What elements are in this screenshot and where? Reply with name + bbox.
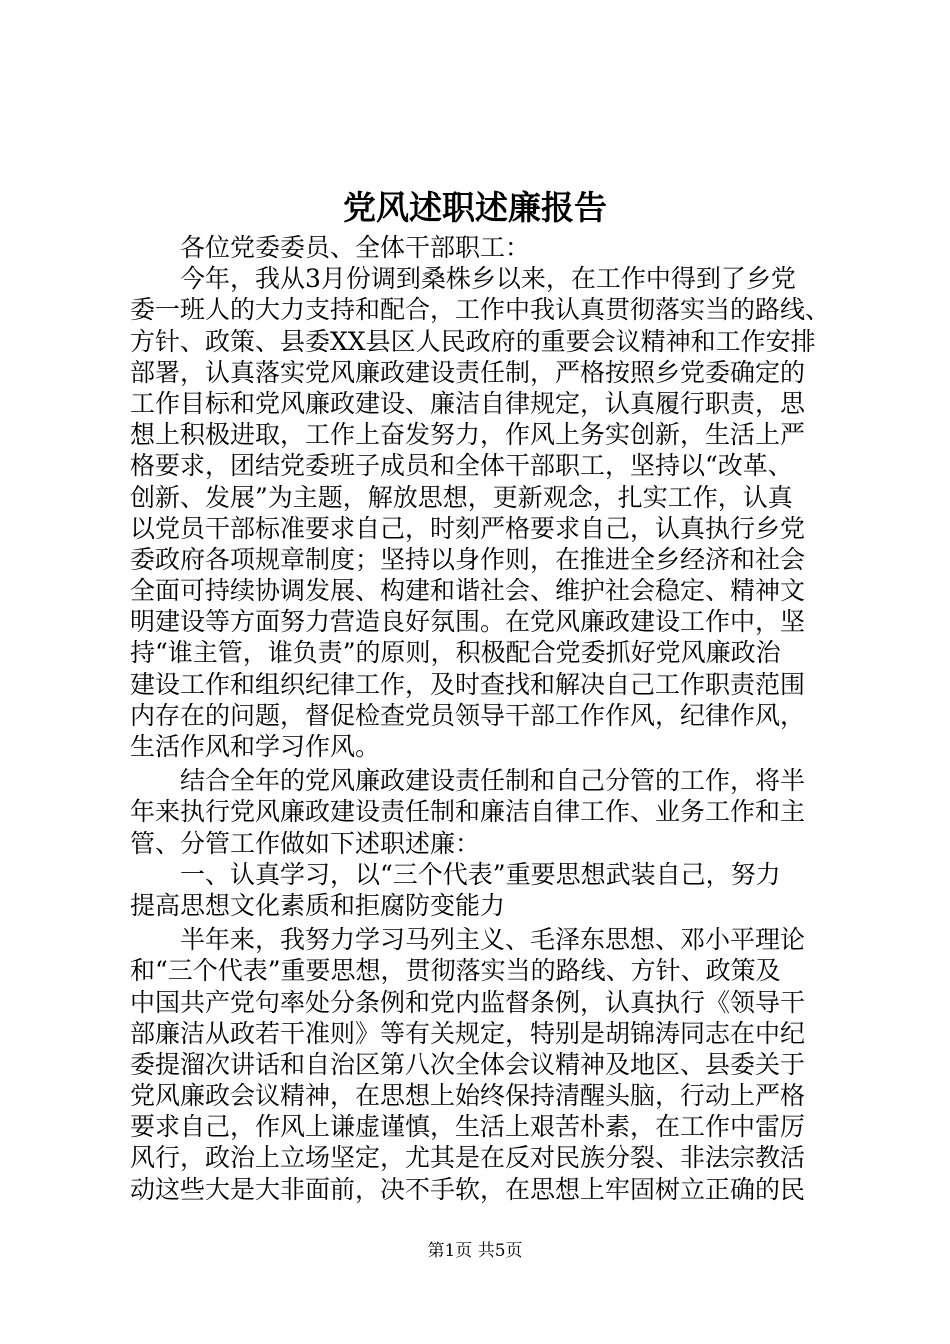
document-body [130,232,838,1205]
paragraph-3-line: 半年来，我努力学习马列主义、毛泽东思想、邓小平理论 [180,925,806,955]
paragraph-3-line: 中国共产党句率处分条例和党内监督条例，认真执行《领导干 [130,987,806,1017]
paragraph-1-line: 以党员干部标准要求自己，时刻严格要求自己，认真执行乡党 [130,513,806,543]
paragraph-2-line: 结合全年的党风廉政建设责任制和自己分管的工作，将半 [180,766,806,796]
paragraph-1-line: 方针、政策、县委XX县区人民政府的重要会议精神和工作安排 [130,326,816,356]
paragraph-1-line: 生活作风和学习作风。 [130,732,381,761]
paragraph-1-line: 建设工作和组织纪律工作，及时查找和解决自己工作职责范围 [130,669,806,699]
paragraph-1-line: 想上积极进取，工作上奋发努力，作风上务实创新，生活上严 [130,420,806,450]
paragraph-1-line: 今年，我从3月份调到桑株乡以来，在工作中得到了乡党 [180,264,796,294]
paragraph-1-line: 全面可持续协调发展、构建和谐社会、维护社会稳定、精神文 [130,576,806,606]
paragraph-2-line: 管、分管工作做如下述职述廉： [130,828,481,858]
section-heading-line: 一、认真学习，以“三个代表”重要思想武装自己，努力 [180,859,781,889]
document-title: 党风述职述廉报告 [343,188,607,227]
paragraph-1-line: 持“谁主管，谁负责”的原则，积极配合党委抓好党风廉政治 [130,638,781,668]
paragraph-1-line: 格要求，团结党委班子成员和全体干部职工，坚持以“改革、 [130,451,793,481]
paragraph-1-line: 部署，认真落实党风廉政建设责任制，严格按照乡党委确定的 [130,357,806,387]
paragraph-3-line: 要求自己，作风上谦虚谨慎，生活上艰苦朴素，在工作中雷厉 [130,1112,806,1142]
paragraph-3-line: 委提溜次讲话和自治区第八次全体会议精神及地区、县委关于 [130,1049,806,1079]
page-footer: 第1页 共5页 [427,1241,523,1261]
paragraph-3-line: 党风廉政会议精神，在思想上始终保持清醒头脑，行动上严格 [130,1081,806,1111]
paragraph-3-line: 风行，政治上立场坚定，尤其是在反对民族分裂、非法宗教活 [130,1143,806,1173]
salutation-line: 各位党委委员、全体干部职工： [180,233,531,262]
paragraph-3-line: 和“三个代表”重要思想，贯彻落实当的路线、方针、政策及 [130,956,781,986]
paragraph-1-line: 工作目标和党风廉政建设、廉洁自律规定，认真履行职责，思 [130,388,806,418]
paragraph-1-line: 创新、发展”为主题，解放思想，更新观念，扎实工作，认真 [130,482,793,512]
paragraph-3-line: 部廉洁从政若干准则》等有关规定，特别是胡锦涛同志在中纪 [130,1018,806,1048]
paragraph-1-line: 委一班人的大力支持和配合，工作中我认真贯彻落实当的路线、 [130,295,831,325]
paragraph-1-line: 明建设等方面努力营造良好氛围。在党风廉政建设工作中，坚 [130,607,806,637]
paragraph-3-line: 动这些大是大非面前，决不手软，在思想上牢固树立正确的民 [130,1174,806,1204]
paragraph-1-line: 委政府各项规章制度；坚持以身作则，在推进全乡经济和社会 [130,544,806,574]
paragraph-1-line: 内存在的问题，督促检查党员领导干部工作作风，纪律作风， [130,700,806,730]
paragraph-2-line: 年来执行党风廉政建设责任制和廉洁自律工作、业务工作和主 [130,797,806,827]
section-heading-line: 提高思想文化素质和拒腐防变能力 [130,890,506,920]
